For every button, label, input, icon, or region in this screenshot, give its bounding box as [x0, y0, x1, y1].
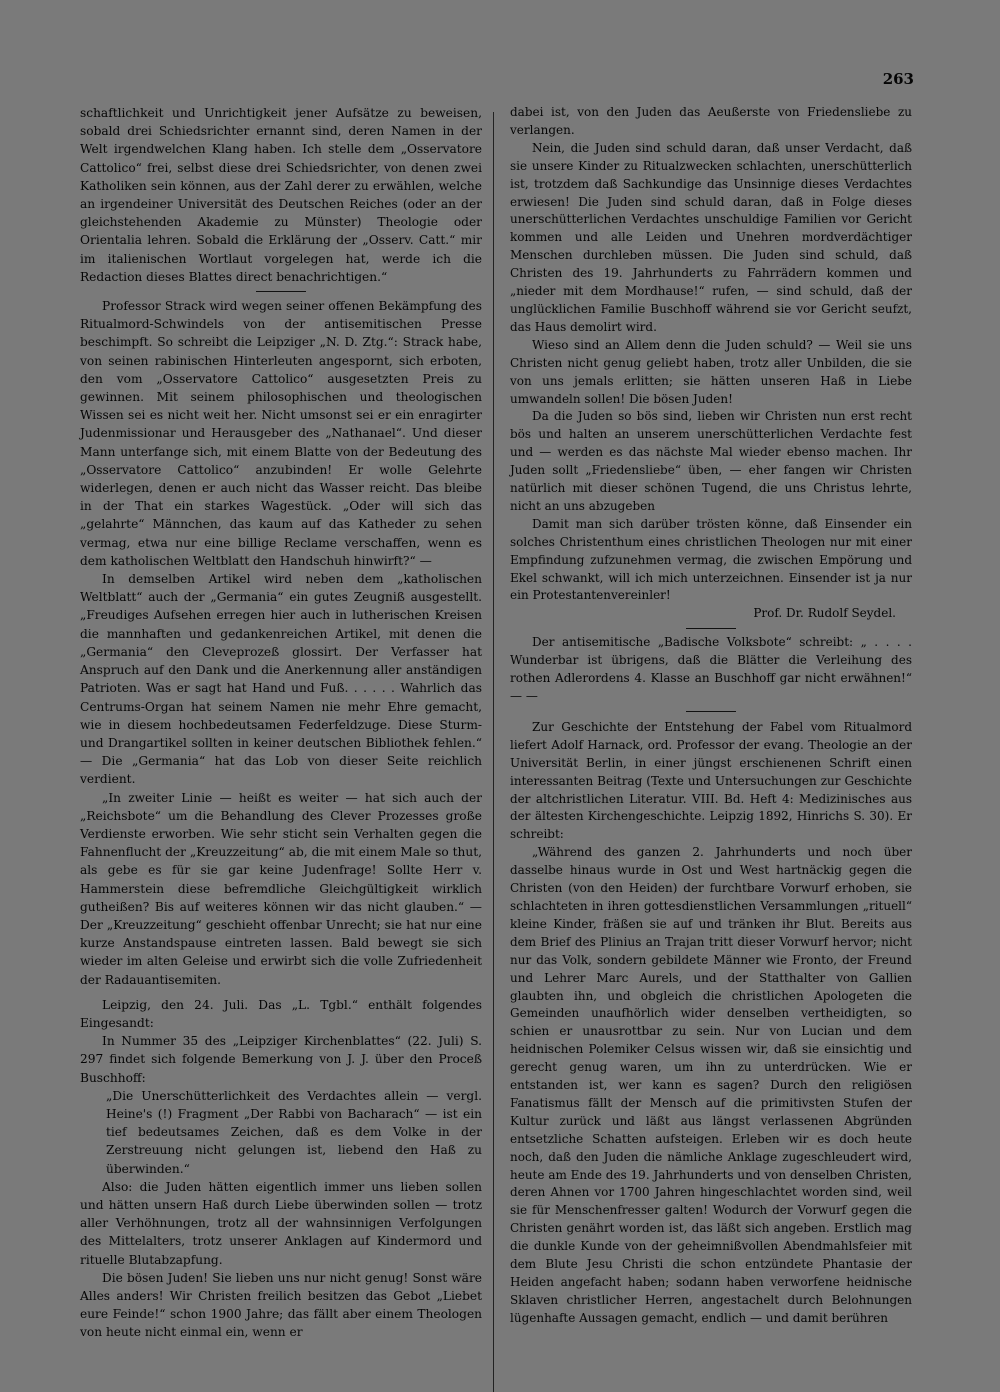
- paragraph: schaftlichkeit und Unrichtigkeit jener Aufsätze zu beweisen, sobald drei Schiedsrichter ernannt sind, deren Namen in der Welt irgendwelchen Klang haben. Ich stelle dem „Osservatore Cattolico“ frei, selbst diese drei Schiedsrichter, von denen zwei Katholiken sein können, aus der Zahl derer zu erwählen, welche an irgendeiner Universität des Deutschen Reiches (oder an der gleichstehenden Akademie zu Münster) Theologie oder Orientalia lehren. Sobald die Erklärung der „Osserv. Catt.“ mir im italienischen Wortlaut vorgelegen hat, werde ich die Redaction dieses Blattes direct benachrichtigen.“: [80, 106, 482, 284]
- right-column: [510, 104, 912, 1328]
- paragraph: Zur Geschichte der Entstehung der Fabel vom Ritualmord liefert Adolf Harnack, ord. Professor der evang. Theologie an der Universität Berlin, in einer jüngst erschienenen Schrift einen interessanten Beitrag (Texte und Untersuchungen zur Geschichte der altchristlichen Literatur. VIII. Bd. Heft 4: Medizinisches aus der ältesten Kirchengeschichte. Leipzig 1892, Hinrichs S. 30). Er schreibt:: [510, 719, 912, 842]
- paragraph: Da die Juden so bös sind, lieben wir Christen nun erst recht bös und halten an unserem unerschütterlichen Verdachte fest und — werden es das nächste Mal wieder ebenso machen. Ihr Juden sollt „Friedensliebe“ üben, — eher fangen wir Christen natürlich mit dieser schönen Tugend, die uns Christus lehrte, nicht an uns abzugeben: [510, 409, 912, 513]
- paragraph: Nein, die Juden sind schuld daran, daß unser Verdacht, daß sie unsere Kinder zu Ritualzwecken schlachten, unerschütterlich ist, trotzdem daß Sachkundige das Unsinnige dieses Verdachtes erwiesen! Die Juden sind schuld daran, daß in Folge dieses unerschütterlichen Verdachtes unschuldige Familien vor Gericht kommen und alle Leiden und Unehren mordverdächtiger Menschen durchleben müssen. Die Juden sind schuld, daß Christen des 19. Jahrhunderts zu Fahrrädern kommen und „nieder mit dem Mordhause!“ rufen, — sind schuld, daß der unglücklichen Familie Buschhoff während sie vor Gericht seufzt, das Haus demolirt wird.: [510, 140, 912, 334]
- section-divider-rule: [686, 711, 736, 712]
- paragraph: Damit man sich darüber trösten könne, daß Einsender ein solches Christenthum eines christlichen Theologen nur mit einer Empfindung zufzunehmen vermag, die zwischen Empörung und Ekel schwankt, will ich mich unterzeichnen. Einsender ist ja nur ein Protestantenvereinler!: [510, 516, 912, 603]
- column-divider: [493, 112, 494, 1392]
- paragraph: dabei ist, von den Juden das Aeußerste von Friedensliebe zu verlangen.: [510, 105, 912, 137]
- page-number: 263: [882, 70, 914, 88]
- block-quote: „Die Unerschütterlichkeit des Verdachtes allein — vergl. Heine's (!) Fragment „Der Rabbi von Bacharach“ — ist ein tief bedeutsames Zeichen, daß es dem Volke in der Zerstreuung nicht gelungen ist, liebend den Haß zu überwinden.“: [106, 1088, 482, 1176]
- paragraph: Also: die Juden hätten eigentlich immer uns lieben sollen und hätten unsern Haß durch Liebe überwinden sollen — trotz aller Verhöhnungen, trotz all der wahnsinnigen Verfolgungen des Mittelalters, trotz unserer Anklagen auf Kindermord und rituelle Blutabzapfung.: [80, 1179, 482, 1267]
- paragraph: In Nummer 35 des „Leipziger Kirchenblattes“ (22. Juli) S. 297 findet sich folgende Bemerkung von J. J. über den Proceß Buschhoff:: [80, 1034, 482, 1085]
- section-divider-rule: [256, 291, 306, 292]
- paragraph: „Während des ganzen 2. Jahrhunderts und noch über dasselbe hinaus wurde in Ost und West hartnäckig gegen die Christen (von den Heiden) der furchtbare Vorwurf erhoben, sie schlachteten in ihren gottesdienstlichen Versammlungen „rituell“ kleine Kinder, fräßen sie auf und tränken ihr Blut. Bereits aus dem Brief des Plinius an Trajan tritt dieser Vorwurf hervor; nicht nur das Volk, sondern gebildete Männer wie Fronto, der Freund und Lehrer Marc Aurels, und der Statthalter von Gallien glaubten ihn, und obgleich die christlichen Apologeten die Gemeinden unaufhörlich wider denselben vertheidigten, so schien er unausrottbar zu sein. Nur von Lucian und dem heidnischen Polemiker Celsus wissen wir, daß sie einsichtig und gerecht genug waren, um ihn zu unterdrücken. Wie er entstanden ist, wer kann es sagen? Durch den religiösen Fanatismus fällt der Mensch auf die primitivsten Stufen der Kultur zurück und läßt aus längst verlassenen Abgründen entsetzliche Schatten aufsteigen. Erleben wir es doch heute noch, daß den Juden die nämliche Anklage zugeschleudert wird, heute am Ende des 19. Jahrhunderts und von denselben Christen, deren Ahnen vor 1700 Jahren hingeschlachtet worden sind, weil sie für Menschenfresser galten! Wodurch der Vorwurf gegen die Christen genährt worden ist, das läßt sich angeben. Erstlich mag die dunkle Kunde von der geheimnißvollen Abendmahlsfeier mit dem Blute Jesu Christi die schon entzündete Phantasie der Heiden angefacht haben; sodann haben verworfene heidnische Sklaven christlicher Herren, angestachelt durch Belohnungen lügenhafte Aussagen gemacht, endlich — und damit berühren: [510, 845, 912, 1325]
- section-divider-rule: [686, 628, 736, 629]
- paragraph: „In zweiter Linie — heißt es weiter — hat sich auch der „Reichsbote“ um die Behandlung des Clever Prozesses große Verdienste erworben. Wie sehr sticht sein Verhalten gegen die Fahnenflucht der „Kreuzzeitung“ ab, die mit einem Male so thut, als gebe es für sie gar keine Judenfrage! Sollte Herr v. Hammerstein diese befremdliche Gleichgültigkeit wirklich gutheißen? Bis auf weiteres können wir das nicht glauben.“ — Der „Kreuzzeitung“ geschieht offenbar Unrecht; sie hat nur eine kurze Anstandspause eintreten lassen. Bald bewegt sie sich wieder im alten Geleise und erwirbt sich die volle Zufriedenheit der Radauantisemiten.: [80, 790, 482, 987]
- left-column: [80, 104, 482, 1342]
- paragraph: Leipzig, den 24. Juli. Das „L. Tgbl.“ enthält folgendes Eingesandt:: [80, 997, 482, 1030]
- paragraph: Professor Strack wird wegen seiner offenen Bekämpfung des Ritualmord-Schwindels von der antisemitischen Presse beschimpft. So schreibt die Leipziger „N. D. Ztg.“: Strack habe, von seinen rabinischen Hinterleuten angespornt, sich erboten, den vom „Osservatore Cattolico“ ausgesetzten Preis zu gewinnen. Mit seinem philosophischen und theologischen Wissen sei es nicht weit her. Nicht umsonst sei er ein enragirter Judenmissionar und Herausgeber des „Nathanael“. Und dieser Mann unterfange sich, mit einem Blatte von der Bedeutung des „Osservatore Cattolico“ anzubinden! Er wolle Gelehrte widerlegen, denen er auch nicht das Wasser reicht. Das bleibe in der That ein starkes Wagestück. „Oder will sich das „gelahrte“ Männchen, das kaum auf das Katheder zu sehen vermag, etwa nur eine billige Reclame verschaffen, wenn es dem katholischen Weltblatt den Handschuh hinwirft?“ —: [80, 299, 482, 568]
- signature: Prof. Dr. Rudolf Seydel.: [753, 606, 896, 621]
- paragraph: Die bösen Juden! Sie lieben uns nur nicht genug! Sonst wäre Alles anders! Wir Christen freilich besitzen das Gebot „Liebet eure Feinde!“ schon 1900 Jahre; das fällt aber einem Theologen von heute nicht einmal ein, wenn er: [80, 1270, 482, 1340]
- paragraph: Der antisemitische „Badische Volksbote“ schreibt: „ . . . . Wunderbar ist übrigens, daß die Blätter die Verleihung des rothen Adlerordens 4. Klasse an Buschhoff gar nicht erwähnen!“ — —: [510, 635, 912, 703]
- paragraph: In demselben Artikel wird neben dem „katholischen Weltblatt“ auch der „Germania“ ein gutes Zeugniß ausgestellt. „Freudiges Aufsehen erregen hier auch in lutherischen Kreisen die mannhaften und gedankenreichen Artikel, mit denen die „Germania“ den Cleveprozeß glossirt. Der Verfasser hat Anspruch auf den Dank und die Anerkennung aller anständigen Patrioten. Was er sagt hat Hand und Fuß. . . . . . Wahrlich das Centrums-Organ hat seinem Namen nie mehr Ehre gemacht, wie in diesem hochbedeutsamen Federfeldzuge. Diese Sturm- und Drangartikel sollten in keiner deutschen Bibliothek fehlen.“ — Die „Germania“ hat das Lob von dieser Seite reichlich verdient.: [80, 572, 482, 787]
- paragraph: Wieso sind an Allem denn die Juden schuld? — Weil sie uns Christen nicht genug geliebt haben, trotz aller Unbilden, die sie von uns jemals erlitten; sie hätten unseren Haß in Liebe umwandeln sollen! Die bösen Juden!: [510, 337, 912, 406]
